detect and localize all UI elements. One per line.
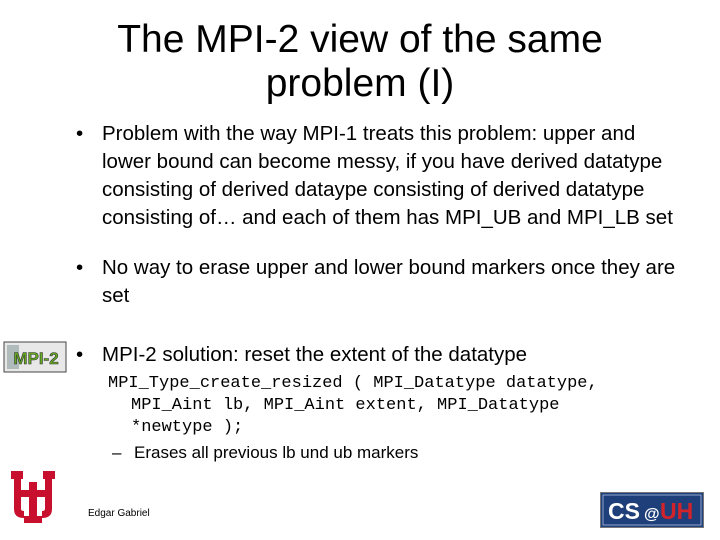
code-signature: [108, 373, 708, 439]
uh-text: UH: [660, 498, 694, 524]
mpi2-logo: [3, 340, 67, 374]
code-line: MPI_Aint lb, MPI_Aint extent, MPI_Datatype: [131, 396, 560, 415]
bullet-mpi1-problem: [76, 120, 686, 232]
cs-uh-logo: [600, 492, 704, 528]
sub-bullet-text: Erases all previous lb und ub markers: [134, 443, 419, 462]
sub-bullet: [112, 442, 418, 464]
at-text: @: [644, 506, 660, 523]
bullet-dot: •: [76, 256, 84, 279]
mpi2-logo-text: MPI-2: [13, 349, 59, 368]
bullet-text: No way to erase upper and lower bound markers once they are set: [102, 256, 676, 307]
slide-title: The MPI-2 view of the same problem (I): [117, 18, 603, 105]
code-line: *newtype );: [131, 418, 244, 437]
bullet-no-erase: [76, 254, 686, 310]
cs-text: CS: [608, 498, 640, 524]
bullet-text: MPI-2 solution: reset the extent of the datatype: [102, 343, 528, 366]
code-line: MPI_Type_create_resized ( MPI_Datatype datatype,: [108, 374, 598, 393]
author-footer: Edgar Gabriel: [88, 508, 150, 519]
bullet-text: Problem with the way MPI-1 treats this problem: upper and lower bound can become messy, if you have derived datatype consisting of derived dataype consisting of derived datatype consisting of… and each of them has MPI_UB and MPI_LB set: [102, 122, 673, 229]
sub-bullet-dash: –: [112, 443, 122, 462]
bullet-mpi2-solution: [76, 341, 686, 369]
uh-logo: [8, 468, 58, 526]
bullet-dot: •: [76, 343, 84, 366]
bullet-dot: •: [76, 122, 84, 145]
